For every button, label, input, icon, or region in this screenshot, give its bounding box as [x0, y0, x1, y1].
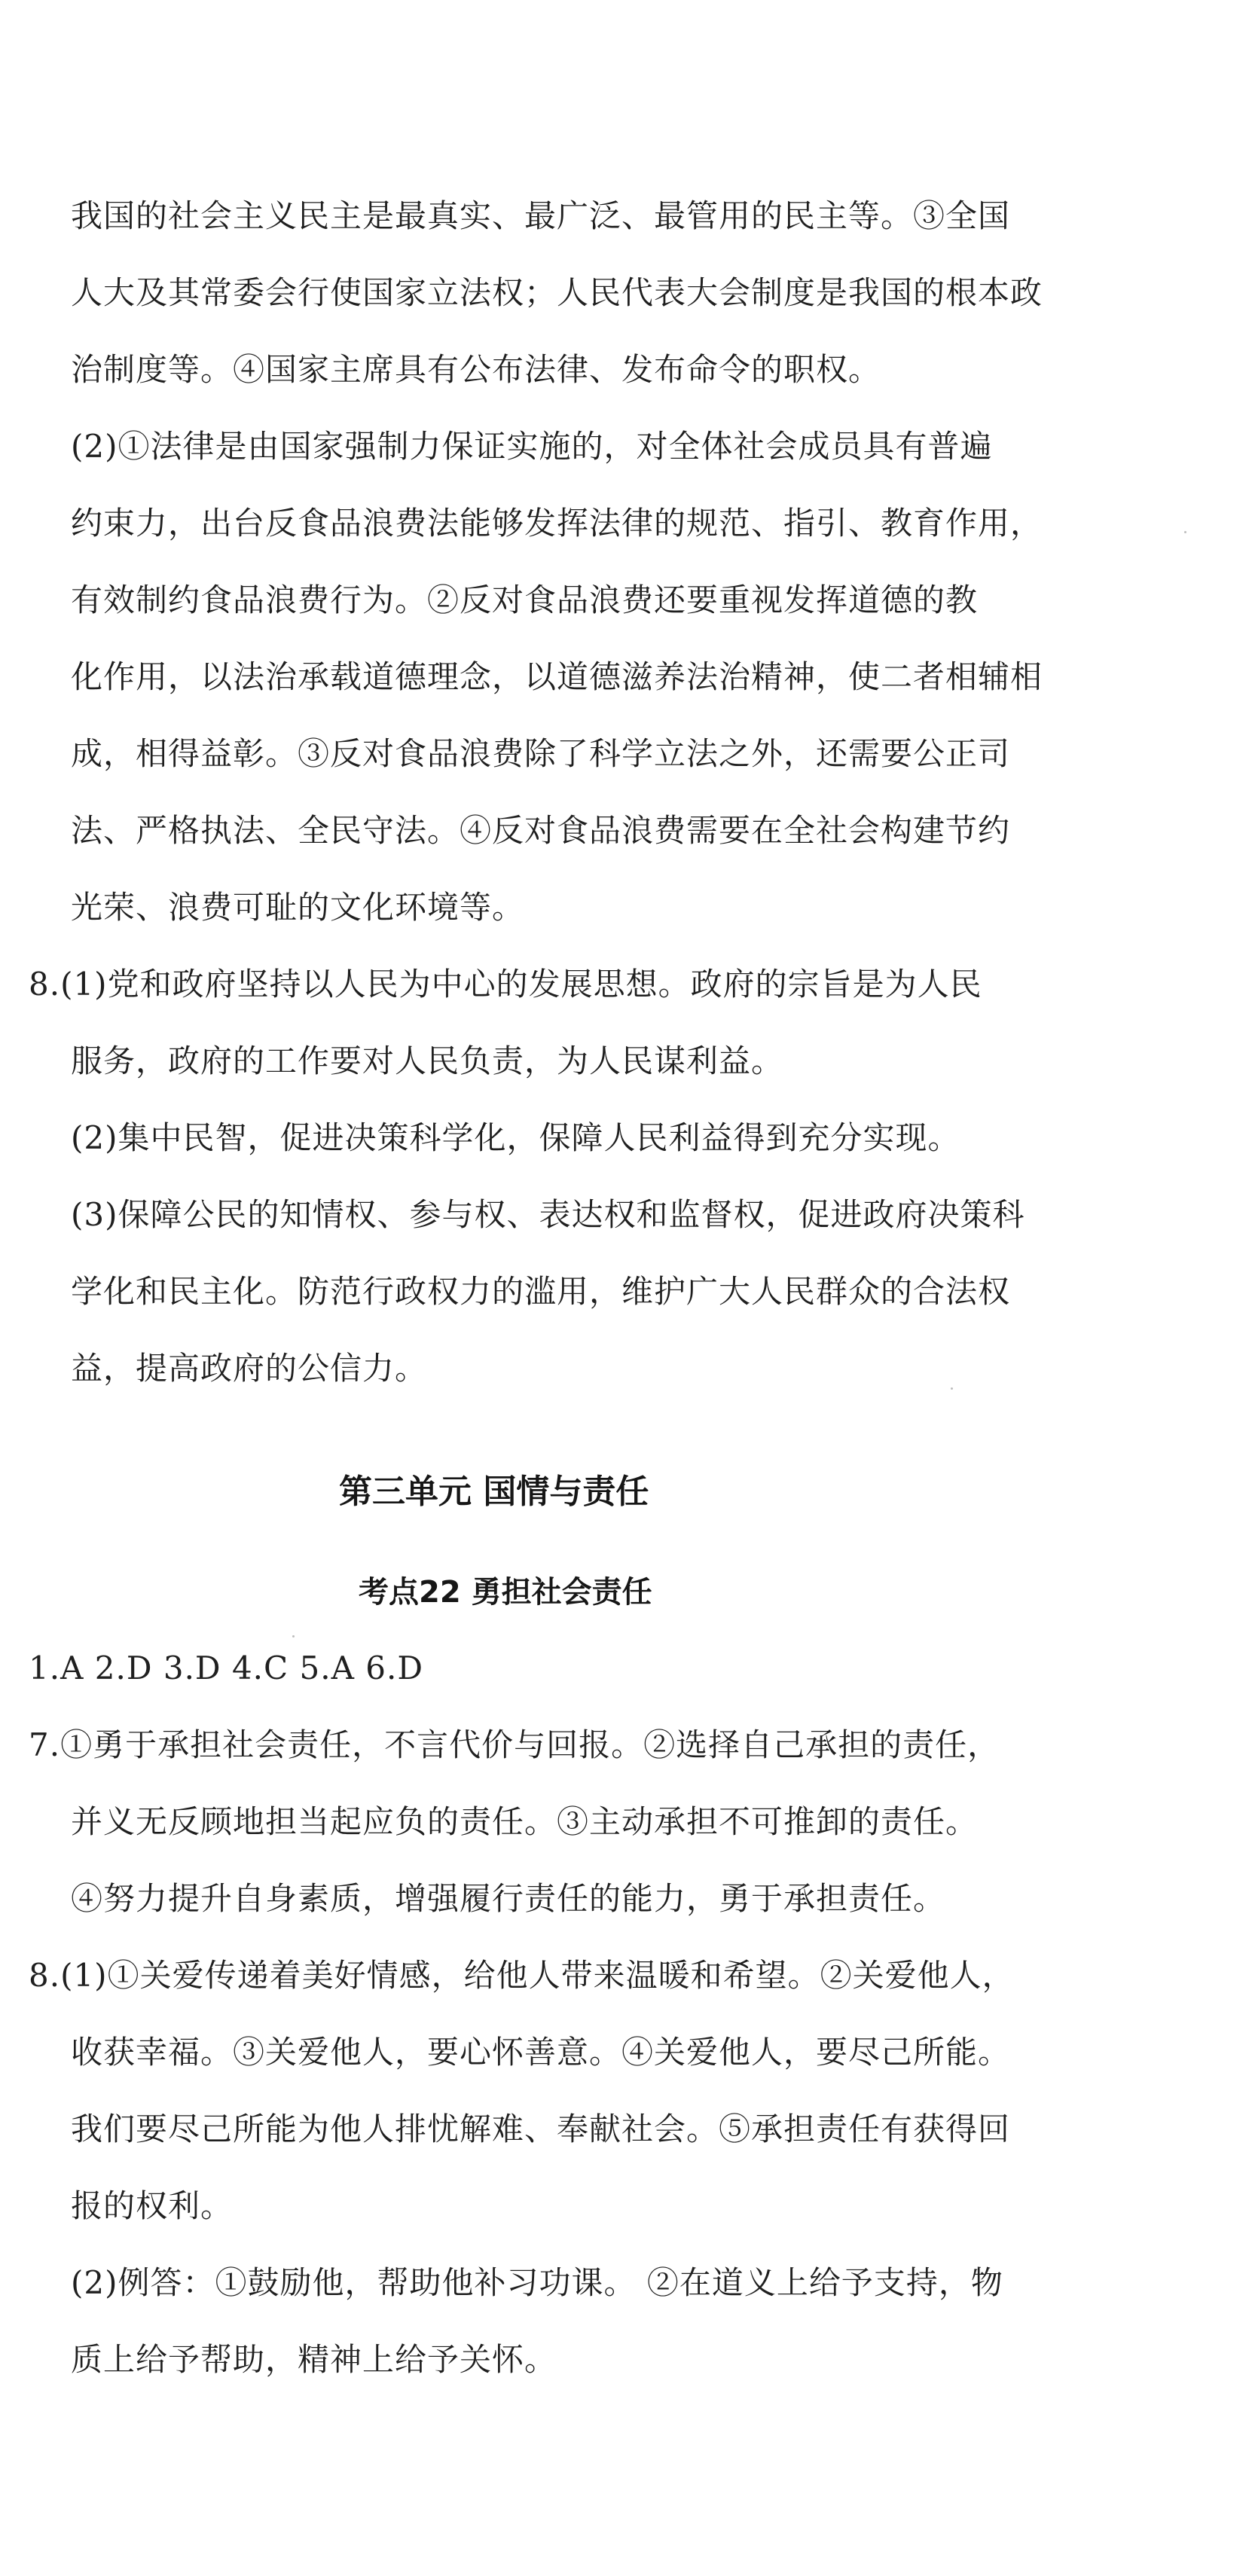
answer-line: 1.A 2.D 3.D 4.C 5.A 6.D — [29, 1650, 424, 1686]
text-line: (2)集中民智，促进决策科学化，保障人民利益得到充分实现。 — [71, 1119, 960, 1156]
text-line: 成，相得益彰。③反对食品浪费除了科学立法之外，还需要公正司 — [71, 735, 1011, 772]
text-line: 8.(1)①关爱传递着美好情感，给他人带来温暖和希望。②关爱他人， — [29, 1957, 1015, 1994]
text-line: 7.①勇于承担社会责任，不言代价与回报。②选择自己承担的责任， — [29, 1726, 1000, 1763]
text-line: 治制度等。④国家主席具有公布法律、发布命令的职权。 — [71, 351, 881, 388]
text-line: 服务，政府的工作要对人民负责，为人民谋利益。 — [71, 1042, 784, 1079]
text-line: 化作用，以法治承载道德理念，以道德滋养法治精神，使二者相辅相 — [71, 658, 1043, 695]
text-line: (2)①法律是由国家强制力保证实施的，对全体社会成员具有普遍 — [71, 428, 993, 465]
text-line: 报的权利。 — [71, 2187, 234, 2224]
text-line: 光荣、浪费可耻的文化环境等。 — [71, 889, 525, 926]
text-line: 我国的社会主义民主是最真实、最广泛、最管用的民主等。③全国 — [71, 197, 1011, 234]
text-line: 并义无反顾地担当起应负的责任。③主动承担不可推卸的责任。 — [71, 1803, 979, 1840]
text-line: 约束力，出台反食品浪费法能够发挥法律的规范、指引、教育作用， — [71, 505, 1043, 542]
text-line: ④努力提升自身素质，增强履行责任的能力，勇于承担责任。 — [71, 1880, 946, 1917]
text-line: (3)保障公民的知情权、参与权、表达权和监督权，促进政府决策科 — [71, 1196, 1025, 1233]
text-line: 人大及其常委会行使国家立法权；人民代表大会制度是我国的根本政 — [71, 274, 1043, 311]
text-line: 8.(1)党和政府坚持以人民为中心的发展思想。政府的宗旨是为人民 — [29, 966, 982, 1003]
scan-speck — [1184, 531, 1186, 533]
text-line: 法、严格执法、全民守法。④反对食品浪费需要在全社会构建节约 — [71, 812, 1011, 849]
scan-speck — [292, 1635, 295, 1637]
text-line: 质上给予帮助，精神上给予关怀。 — [71, 2341, 557, 2378]
text-line: 学化和民主化。防范行政权力的滥用，维护广大人民群众的合法权 — [71, 1273, 1011, 1310]
text-line: 收获幸福。③关爱他人，要心怀善意。④关爱他人，要尽己所能。 — [71, 2034, 1011, 2071]
topic-heading: 考点22 勇担社会责任 — [359, 1575, 652, 1610]
unit-heading: 第三单元 国情与责任 — [339, 1473, 649, 1511]
text-line: 有效制约食品浪费行为。②反对食品浪费还要重视发挥道德的教 — [71, 581, 979, 618]
text-line: 我们要尽己所能为他人排忧解难、奉献社会。⑤承担责任有获得回 — [71, 2111, 1011, 2147]
text-line: (2)例答：①鼓励他，帮助他补习功课。 ②在道义上给予支持，物 — [71, 2264, 1003, 2301]
scan-speck — [951, 1387, 953, 1390]
text-line: 益，提高政府的公信力。 — [71, 1350, 428, 1387]
